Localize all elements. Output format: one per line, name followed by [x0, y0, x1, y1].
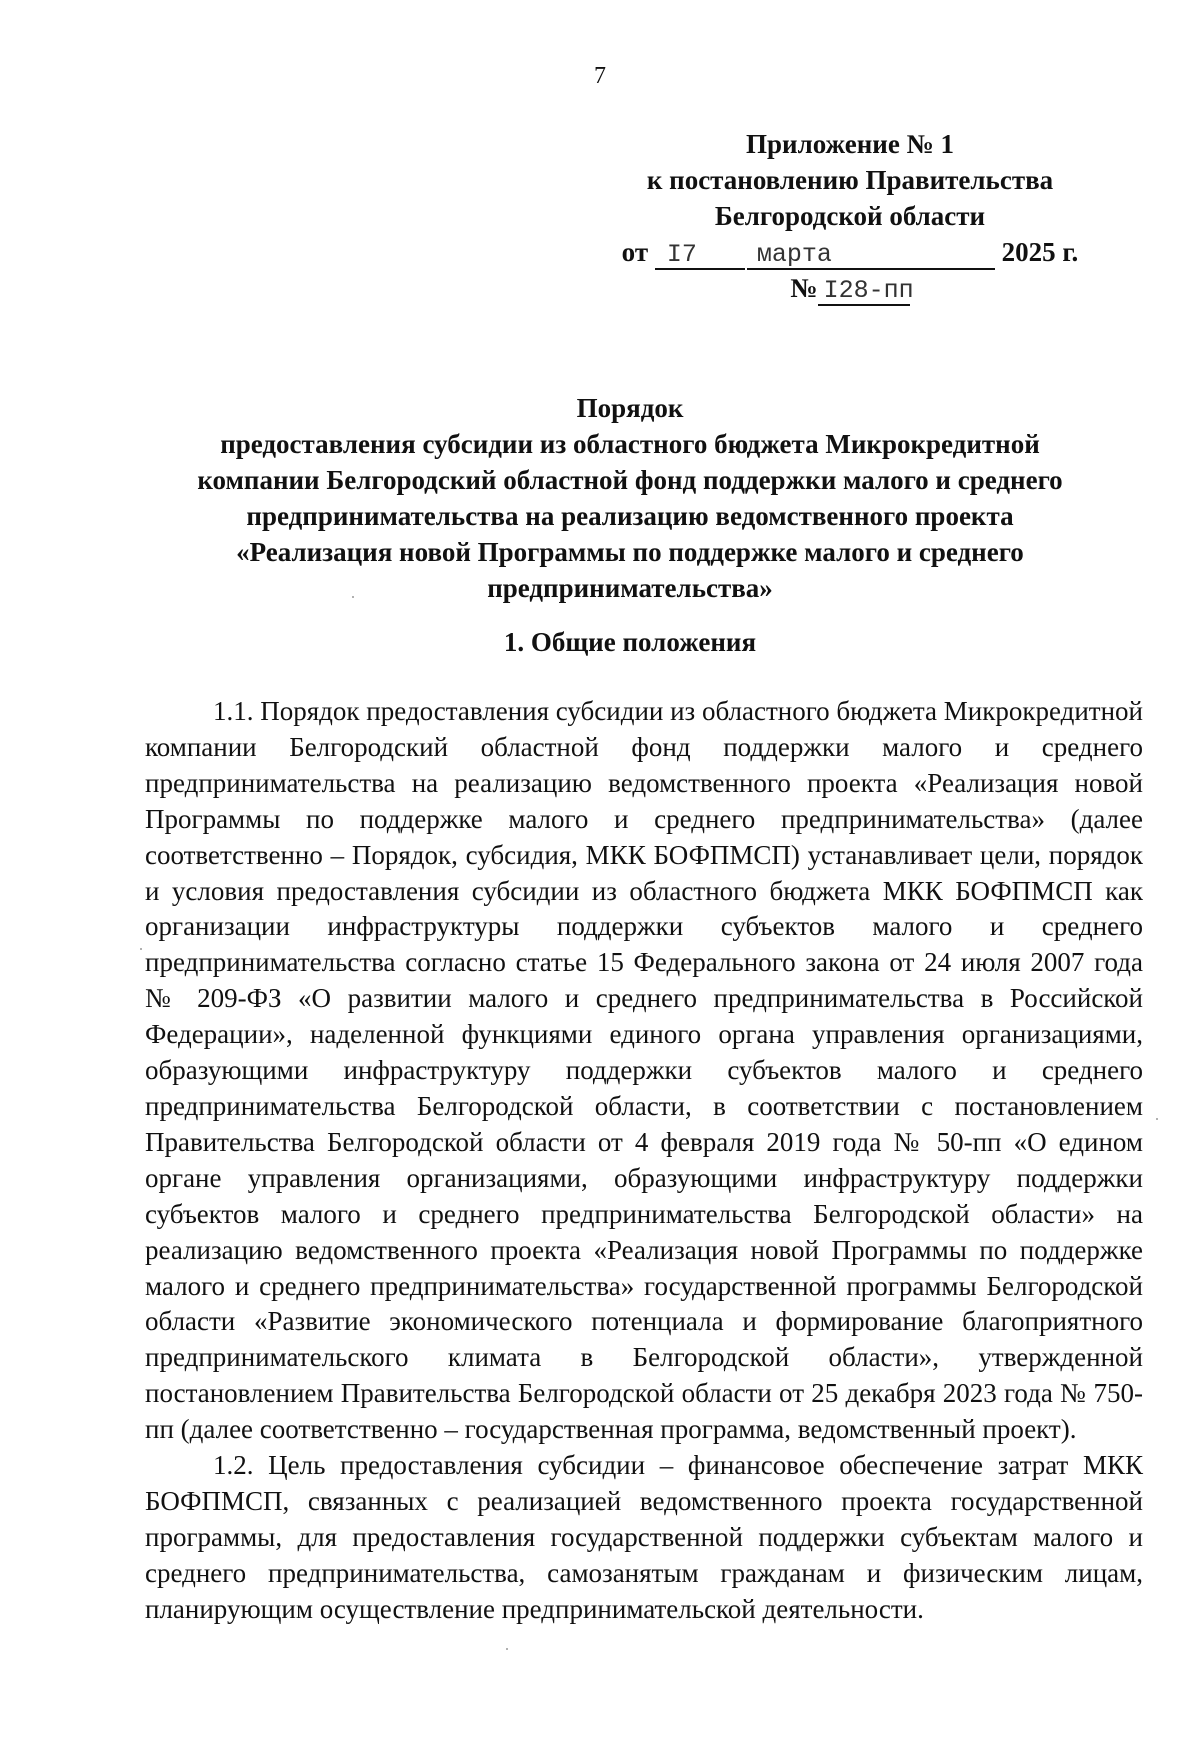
title-line: компании Белгородский областной фонд поддержки малого и среднего	[197, 465, 1063, 495]
appendix-block	[570, 126, 1130, 306]
date-year: 2025 г.	[1001, 237, 1079, 267]
scan-speck	[352, 596, 354, 598]
scan-speck	[506, 1648, 508, 1650]
scan-speck	[1156, 1118, 1158, 1120]
appendix-title: Приложение № 1	[746, 129, 954, 159]
appendix-number-line	[570, 270, 1130, 306]
scan-speck	[140, 948, 142, 950]
date-prefix: от	[621, 237, 649, 267]
body-text	[145, 694, 1143, 1628]
appendix-resolution-line: к постановлению Правительства	[646, 165, 1054, 195]
paragraph-1-1: 1.1. Порядок предоставления субсидии из областного бюджета Микрокредитной компании Белгородский областной фонд поддержки малого и среднего предпринимательства на реализацию ведомственного проекта «Реализация новой Программы по поддержке малого и среднего предпринимательства» (далее соответственно – Порядок, субсидия, МКК БОФПМСП) устанавливает цели, порядок и условия предоставления субсидии из областного бюджета МКК БОФПМСП как организации инфраструктуры поддержки субъектов малого и среднего предпринимательства согласно статье 15 Федерального закона от 24 июля 2007 года № 209-ФЗ «О развитии малого и среднего предпринимательства в Российской Федерации», наделенной функциями единого органа управления организациями, образующими инфраструктуру поддержки субъектов малого и среднего предпринимательства Белгородской области, в соответствии с постановлением Правительства Белгородской области от 4 февраля 2019 года № 50-пп «О едином органе управления организациями, образующими инфраструктуру поддержки субъектов малого и среднего предпринимательства Белгородской области» на реализацию ведомственного проекта «Реализация новой Программы по поддержке малого и среднего предпринимательства» государственной программы Белгородской области «Развитие экономического потенциала и формирование благоприятного предпринимательского климата в Белгородской области», утвержденной постановлением Правительства Белгородской области от 25 декабря 2023 года № 750-пп (далее соответственно – государственная программа, ведомственный проект).	[145, 696, 1143, 1445]
date-day-field: I7	[655, 242, 745, 270]
title-line: «Реализация новой Программы по поддержке малого и среднего	[236, 537, 1024, 567]
title-line: Порядок	[576, 393, 684, 423]
title-line: предпринимательства»	[487, 573, 773, 603]
section-heading: 1. Общие положения	[503, 627, 757, 657]
date-month-field: марта	[747, 242, 995, 270]
document-title	[140, 390, 1120, 606]
paragraph-1-2: 1.2. Цель предоставления субсидии – финансовое обеспечение затрат МКК БОФПМСП, связанных с реализацией ведомственного проекта государственной программы, для предоставления государственной поддержки субъектам малого и среднего предпринимательства, самозанятым гражданам и физическим лицам, планирующим осуществление предпринимательской деятельности.	[145, 1450, 1143, 1624]
registration-number-field: I28-пп	[818, 278, 910, 306]
page-number: 7	[594, 63, 606, 89]
number-prefix: №	[790, 273, 818, 303]
appendix-date-line	[570, 234, 1130, 270]
title-line: предпринимательства на реализацию ведомственного проекта	[246, 501, 1014, 531]
title-line: предоставления субсидии из областного бюджета Микрокредитной	[220, 429, 1040, 459]
appendix-region-line: Белгородской области	[714, 201, 986, 231]
